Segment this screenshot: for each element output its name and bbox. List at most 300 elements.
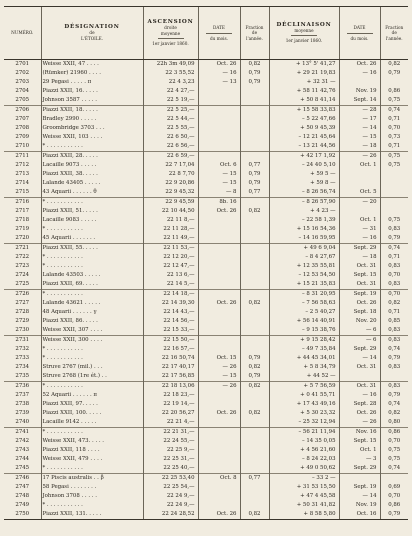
cell-date2: Oct. 1 xyxy=(339,216,380,225)
cell-date xyxy=(198,437,240,446)
table-row xyxy=(4,198,408,208)
cell-fraction2: 0,79 xyxy=(380,510,408,520)
cell-date xyxy=(198,234,240,244)
table-row xyxy=(4,271,408,280)
cell-designation: * . . . . . . . . . . . xyxy=(41,262,143,271)
cell-fraction2: 0,79 xyxy=(380,391,408,400)
cell-numero: 2734 xyxy=(15,364,30,370)
cell-declinaison: + 42 17 1,92 xyxy=(269,152,339,162)
cell-numero: 2739 xyxy=(15,410,30,416)
cell-date2: — 6 xyxy=(339,336,380,346)
cell-declinaison: + 4 23 — xyxy=(269,207,339,216)
cell-date2: Oct. 31 xyxy=(339,280,380,290)
cell-ascension: 22 4 27,— xyxy=(143,87,198,96)
cell-designation: Piazzi XXII, 28. . . . . xyxy=(41,152,143,162)
cell-declinaison: – 14 35 0,05 xyxy=(269,437,339,446)
cell-ascension: 22 11 49,— xyxy=(143,234,198,244)
cell-numero: 2718 xyxy=(15,217,30,223)
cell-numero: 2728 xyxy=(15,309,30,315)
cell-ascension: 22 11 53,— xyxy=(143,244,198,254)
cell-date2: Sept. 19 xyxy=(339,483,380,492)
table-row xyxy=(4,446,408,455)
cell-date2: Oct. 16 xyxy=(339,510,380,520)
cell-fraction xyxy=(240,418,269,428)
cell-fraction2: 0,75 xyxy=(380,216,408,225)
cell-fraction2: 0,74 xyxy=(380,400,408,409)
cell-date xyxy=(198,446,240,455)
cell-date2: Oct. 31 xyxy=(339,363,380,372)
cell-date xyxy=(198,133,240,142)
cell-ascension: 22 9 45,32 xyxy=(143,188,198,198)
cell-declinaison: + 32 31 — xyxy=(269,78,339,87)
cell-date2: — 3 xyxy=(339,455,380,464)
cell-fraction xyxy=(240,225,269,234)
cell-numero: 2726 xyxy=(4,290,41,300)
cell-date2: — 14 xyxy=(339,354,380,363)
table-row xyxy=(4,474,408,484)
cell-ascension: 22 14 18,— xyxy=(143,290,198,300)
table-row xyxy=(4,280,408,290)
cell-fraction: 0,82 xyxy=(240,207,269,216)
cell-ascension: 22 18 13,06 xyxy=(143,382,198,392)
cell-date2: Sept. 29 xyxy=(339,244,380,254)
cell-declinaison: + 8 58 5,80 xyxy=(269,510,339,520)
cell-declinaison: + 15 16 54,36 xyxy=(269,225,339,234)
cell-ascension: 22 14 56,— xyxy=(143,317,198,326)
cell-ascension: 22 24 55,— xyxy=(143,437,198,446)
cell-date: — 26 xyxy=(198,363,240,372)
cell-date xyxy=(198,290,240,300)
header-fraction: Fraction de l'année. xyxy=(240,7,269,60)
cell-declinaison: – 25 32 12,94 xyxy=(269,418,339,428)
cell-designation: * . . . . . . . . . . . xyxy=(41,290,143,300)
cell-designation: * . . . . . . . . . . . xyxy=(41,142,143,152)
cell-declinaison: + 47 4 45,58 xyxy=(269,492,339,501)
cell-declinaison: – 49 7 35,84 xyxy=(269,345,339,354)
cell-designation: Piazzi XXII, 97. . . . . xyxy=(41,400,143,409)
cell-date: — 8 xyxy=(198,188,240,198)
cell-fraction2: 0,86 xyxy=(380,428,408,438)
cell-date2: — 16 xyxy=(339,234,380,244)
cell-fraction2: 0,83 xyxy=(380,262,408,271)
cell-ascension: 22 5 44,— xyxy=(143,115,198,124)
cell-numero: 2723 xyxy=(15,263,30,269)
cell-date xyxy=(198,317,240,326)
cell-date: 8b. 16 xyxy=(198,198,240,208)
table-row xyxy=(4,464,408,474)
cell-fraction2: 0,85 xyxy=(380,317,408,326)
cell-numero: 2738 xyxy=(15,401,30,407)
cell-fraction xyxy=(240,124,269,133)
cell-date: Oct. 26 xyxy=(198,409,240,418)
cell-fraction2: 0,71 xyxy=(380,142,408,152)
cell-fraction2: 0,74 xyxy=(380,244,408,254)
cell-date2: — 14 xyxy=(339,492,380,501)
cell-ascension: 22 7 17,04 xyxy=(143,161,198,170)
cell-declinaison: + 59 5 — xyxy=(269,170,339,179)
cell-date2: Nov. 16 xyxy=(339,428,380,438)
cell-fraction2: 0,83 xyxy=(380,363,408,372)
cell-date: — 15 xyxy=(198,170,240,179)
cell-numero: 2730 xyxy=(15,327,30,333)
cell-date xyxy=(198,262,240,271)
cell-numero: 2710 xyxy=(15,143,30,149)
table-row xyxy=(4,87,408,96)
table-row xyxy=(4,492,408,501)
cell-ascension: 22 24 28,52 xyxy=(143,510,198,520)
cell-fraction2: 0,83 xyxy=(380,336,408,346)
cell-date xyxy=(198,501,240,510)
cell-numero: 2719 xyxy=(15,226,30,232)
cell-numero: 2742 xyxy=(15,438,30,444)
cell-fraction xyxy=(240,115,269,124)
cell-designation: Lacaille 9073 . . . . . xyxy=(41,161,143,170)
cell-date xyxy=(198,464,240,474)
cell-date: Oct. 6 xyxy=(198,161,240,170)
cell-numero: 2729 xyxy=(15,318,30,324)
cell-fraction: 0,79 xyxy=(240,354,269,363)
cell-declinaison: + 17 43 49,16 xyxy=(269,400,339,409)
cell-fraction xyxy=(240,326,269,336)
cell-declinaison: – 12 53 54,50 xyxy=(269,271,339,280)
cell-declinaison: – 8 26 56,74 xyxy=(269,188,339,198)
cell-declinaison: – 7 56 58,63 xyxy=(269,299,339,308)
cell-declinaison: + 0 41 55,71 xyxy=(269,391,339,400)
table-row xyxy=(4,161,408,170)
cell-designation: Piazzi XXII, 100. . . . . xyxy=(41,409,143,418)
cell-ascension: 22 25 53,40 xyxy=(143,474,198,484)
cell-date xyxy=(198,253,240,262)
table-row xyxy=(4,354,408,363)
cell-designation: 17 Piscis australis . . β xyxy=(41,474,143,484)
table-row xyxy=(4,115,408,124)
table-row xyxy=(4,510,408,520)
cell-fraction: 0,82 xyxy=(240,60,269,70)
header-declinaison: DÉCLINAISON moyenne 1er janvier 1860. xyxy=(269,7,339,60)
cell-date xyxy=(198,280,240,290)
cell-declinaison: + 13° 5' 41,27 xyxy=(269,60,339,70)
cell-numero: 2709 xyxy=(15,134,30,140)
cell-date xyxy=(198,492,240,501)
cell-fraction xyxy=(240,437,269,446)
cell-fraction2 xyxy=(380,207,408,216)
cell-fraction: 0,79 xyxy=(240,170,269,179)
cell-date2: Oct. 1 xyxy=(339,446,380,455)
cell-fraction xyxy=(240,391,269,400)
cell-designation: Groombridge 3703 . . . xyxy=(41,124,143,133)
cell-fraction2: 0,80 xyxy=(380,418,408,428)
cell-ascension: 22 14 43,— xyxy=(143,308,198,317)
cell-declinaison: – 56 21 11,94 xyxy=(269,428,339,438)
cell-fraction xyxy=(240,308,269,317)
table-row xyxy=(4,428,408,438)
cell-designation: Piazzi XXII, 69. . . . . xyxy=(41,280,143,290)
cell-declinaison: – 13 21 44,56 xyxy=(269,142,339,152)
cell-fraction2: 0,86 xyxy=(380,501,408,510)
cell-designation: * . . . . . . . . . . . xyxy=(41,345,143,354)
cell-fraction2: 0,82 xyxy=(380,60,408,70)
cell-ascension: 22 6 59,— xyxy=(143,152,198,162)
cell-fraction xyxy=(240,152,269,162)
cell-date2: — 6 xyxy=(339,326,380,336)
cell-designation: Johnson 3708 . . . . . xyxy=(41,492,143,501)
cell-numero: 2717 xyxy=(15,208,30,214)
header-ascension: ASCENSION droite moyenne 1er janvier 1860. xyxy=(143,7,198,60)
cell-ascension: 22 8 7,70 xyxy=(143,170,198,179)
cell-designation: Weisse XXII, 479 . . . . xyxy=(41,455,143,464)
cell-numero: 2703 xyxy=(15,79,30,85)
cell-declinaison: – 9 15 38,76 xyxy=(269,326,339,336)
cell-ascension: 22 4 3,23 xyxy=(143,78,198,87)
cell-numero: 2708 xyxy=(15,125,30,131)
cell-ascension: 22 11 28,— xyxy=(143,225,198,234)
table-row xyxy=(4,308,408,317)
header-rule xyxy=(291,35,317,36)
header-fraction2: Fraction de l'année. xyxy=(380,7,408,60)
cell-designation: Weisse XXII, 300 . . . . xyxy=(41,336,143,346)
cell-fraction2: 0,83 xyxy=(380,382,408,392)
cell-numero: 2706 xyxy=(4,106,41,116)
cell-fraction2: 0,75 xyxy=(380,152,408,162)
table-row xyxy=(4,391,408,400)
cell-date xyxy=(198,455,240,464)
cell-ascension: 22 6 56,— xyxy=(143,142,198,152)
cell-fraction: 0,79 xyxy=(240,78,269,87)
cell-numero: 2714 xyxy=(15,180,30,186)
table-row xyxy=(4,60,408,70)
cell-numero: 2727 xyxy=(15,300,30,306)
cell-date xyxy=(198,400,240,409)
cell-declinaison: + 56 14 40,91 xyxy=(269,317,339,326)
cell-ascension: 22h 3m 49,09 xyxy=(143,60,198,70)
cell-fraction xyxy=(240,234,269,244)
star-catalogue-table xyxy=(4,6,408,520)
cell-numero: 2724 xyxy=(15,272,30,278)
cell-numero: 2732 xyxy=(15,346,30,352)
cell-designation: Piazzi XXII, 131. . . . . xyxy=(41,510,143,520)
cell-fraction2: 0,71 xyxy=(380,115,408,124)
table-row xyxy=(4,188,408,198)
cell-fraction2: 0,82 xyxy=(380,409,408,418)
cell-date2: Oct. 31 xyxy=(339,382,380,392)
cell-date2: Oct. 31 xyxy=(339,262,380,271)
cell-declinaison: – 12 21 45,64 xyxy=(269,133,339,142)
cell-declinaison: + 50 9 45,39 xyxy=(269,124,339,133)
cell-fraction xyxy=(240,483,269,492)
cell-date xyxy=(198,87,240,96)
cell-fraction2: 0,83 xyxy=(380,326,408,336)
cell-fraction2 xyxy=(380,188,408,198)
cell-numero: 2735 xyxy=(15,373,30,379)
table-row xyxy=(4,106,408,116)
cell-date2: Oct. 5 xyxy=(339,188,380,198)
table-row xyxy=(4,244,408,254)
cell-ascension: 22 14 5,— xyxy=(143,280,198,290)
cell-fraction2: 0,70 xyxy=(380,124,408,133)
cell-numero: 2711 xyxy=(4,152,41,162)
table-row xyxy=(4,78,408,87)
cell-ascension: 22 5 19,— xyxy=(143,96,198,106)
cell-date2: Oct. 1 xyxy=(339,161,380,170)
cell-ascension: 22 15 33,— xyxy=(143,326,198,336)
cell-date2: Oct. 26 xyxy=(339,409,380,418)
cell-designation: * . . . . . . . . . . . xyxy=(41,225,143,234)
cell-date2: — 14 xyxy=(339,124,380,133)
cell-numero: 2705 xyxy=(15,97,30,103)
table-row xyxy=(4,253,408,262)
cell-fraction2: 0,75 xyxy=(380,161,408,170)
cell-date2: Nov. 19 xyxy=(339,501,380,510)
table-row xyxy=(4,409,408,418)
header-date: DATE du mois. xyxy=(198,7,240,60)
cell-fraction2: 0,74 xyxy=(380,464,408,474)
cell-date xyxy=(198,271,240,280)
cell-numero: 2722 xyxy=(15,254,30,260)
cell-date xyxy=(198,391,240,400)
cell-fraction2: 0,70 xyxy=(380,290,408,300)
cell-fraction2 xyxy=(380,78,408,87)
table-row xyxy=(4,400,408,409)
cell-fraction: 0,79 xyxy=(240,179,269,188)
cell-ascension: 22 18 23,— xyxy=(143,391,198,400)
cell-date2: — 16 xyxy=(339,69,380,78)
cell-ascension: 22 9 20,86 xyxy=(143,179,198,188)
table-row xyxy=(4,207,408,216)
cell-fraction xyxy=(240,336,269,346)
cell-ascension: 22 17 40,17 xyxy=(143,363,198,372)
table-row xyxy=(4,372,408,382)
cell-ascension: 22 13 6,— xyxy=(143,271,198,280)
cell-numero: 2716 xyxy=(4,198,41,208)
cell-date2: — 20 xyxy=(339,198,380,208)
cell-date: Oct. 8 xyxy=(198,474,240,484)
cell-date2: Sept. 15 xyxy=(339,271,380,280)
cell-date2: — 16 xyxy=(339,391,380,400)
cell-date xyxy=(198,336,240,346)
cell-fraction xyxy=(240,106,269,116)
cell-ascension: 22 5 55,— xyxy=(143,124,198,133)
cell-fraction2: 0,69 xyxy=(380,483,408,492)
cell-fraction2: 0,75 xyxy=(380,446,408,455)
cell-declinaison: + 4 56 21,60 xyxy=(269,446,339,455)
header-rule xyxy=(347,33,373,34)
cell-date xyxy=(198,308,240,317)
cell-numero: 2747 xyxy=(15,484,30,490)
cell-declinaison: + 59 8 — xyxy=(269,179,339,188)
cell-designation: 58 Pegasi . . . . . . . . xyxy=(41,483,143,492)
cell-ascension: 22 24 9,— xyxy=(143,492,198,501)
cell-date xyxy=(198,106,240,116)
cell-fraction2: 0,79 xyxy=(380,69,408,78)
cell-numero: 2704 xyxy=(15,88,30,94)
table-row xyxy=(4,363,408,372)
cell-numero: 2744 xyxy=(15,456,30,462)
cell-fraction: 0,82 xyxy=(240,510,269,520)
cell-fraction2: 0,79 xyxy=(380,234,408,244)
cell-fraction xyxy=(240,87,269,96)
cell-date xyxy=(198,326,240,336)
cell-designation: 29 Pegasi . . . . . π xyxy=(41,78,143,87)
cell-fraction: 0,77 xyxy=(240,188,269,198)
cell-fraction2: 0,79 xyxy=(380,354,408,363)
cell-numero: 2721 xyxy=(4,244,41,254)
table-row xyxy=(4,437,408,446)
cell-date2: Sept. 19 xyxy=(339,290,380,300)
cell-ascension: 22 5 25,— xyxy=(143,106,198,116)
cell-ascension: 22 11 8,— xyxy=(143,216,198,225)
header-rule xyxy=(158,38,184,39)
cell-ascension: 22 25 54,— xyxy=(143,483,198,492)
cell-date2: — 18 xyxy=(339,253,380,262)
cell-fraction xyxy=(240,262,269,271)
cell-declinaison: – 2 5 40,27 xyxy=(269,308,339,317)
cell-designation: Johnson 3587 . . . . . xyxy=(41,96,143,106)
cell-designation: * . . . . . . . . . . . xyxy=(41,382,143,392)
table-row xyxy=(4,299,408,308)
cell-date xyxy=(198,115,240,124)
cell-numero: 2745 xyxy=(15,465,30,471)
cell-fraction xyxy=(240,271,269,280)
cell-declinaison: – 5 22 47,66 xyxy=(269,115,339,124)
cell-date2: — 31 xyxy=(339,225,380,234)
cell-date: — 15 xyxy=(198,372,240,382)
cell-declinaison: – 33 2 — xyxy=(269,474,339,484)
cell-ascension: 22 20 56,27 xyxy=(143,409,198,418)
cell-date: — 15 xyxy=(198,179,240,188)
cell-date2 xyxy=(339,170,380,179)
cell-fraction xyxy=(240,428,269,438)
cell-fraction2: 0,75 xyxy=(380,455,408,464)
table-row xyxy=(4,317,408,326)
cell-date2: — 26 xyxy=(339,418,380,428)
cell-designation: Lalande 43405 . . . . . xyxy=(41,179,143,188)
cell-numero: 2731 xyxy=(4,336,41,346)
table-row xyxy=(4,179,408,188)
cell-fraction2: 0,71 xyxy=(380,308,408,317)
cell-date2 xyxy=(339,207,380,216)
cell-designation: Piazzi XXII, 118 . . . . xyxy=(41,446,143,455)
cell-date2 xyxy=(339,474,380,484)
cell-designation: Weisse XXII, 473. . . . . xyxy=(41,437,143,446)
cell-declinaison: + 29 21 19,83 xyxy=(269,69,339,78)
header-designation: DÉSIGNATION de L'ÉTOILE. xyxy=(41,7,143,60)
cell-date xyxy=(198,418,240,428)
cell-numero: 2743 xyxy=(15,447,30,453)
cell-date xyxy=(198,152,240,162)
table-header xyxy=(4,7,408,60)
cell-date xyxy=(198,142,240,152)
cell-declinaison: + 50 31 41,82 xyxy=(269,501,339,510)
cell-fraction2: 0,74 xyxy=(380,345,408,354)
cell-designation: 45 Aquarii . . . . . . . xyxy=(41,234,143,244)
table-row xyxy=(4,152,408,162)
cell-fraction2: 0,75 xyxy=(380,96,408,106)
cell-fraction2 xyxy=(380,179,408,188)
cell-ascension: 22 21 31,— xyxy=(143,428,198,438)
cell-ascension: 22 16 57,— xyxy=(143,345,198,354)
cell-numero: 2737 xyxy=(15,392,30,398)
table-row xyxy=(4,483,408,492)
cell-numero: 2720 xyxy=(15,235,30,241)
cell-designation: Piazzi XXII, 18. . . . . xyxy=(41,106,143,116)
cell-declinaison: – 8 24 22,03 xyxy=(269,455,339,464)
cell-declinaison: + 31 53 15,50 xyxy=(269,483,339,492)
cell-designation: Lacaille 9083 . . . . . xyxy=(41,216,143,225)
cell-fraction xyxy=(240,492,269,501)
cell-fraction xyxy=(240,244,269,254)
cell-date2: Sept. 29 xyxy=(339,345,380,354)
table-row xyxy=(4,382,408,392)
